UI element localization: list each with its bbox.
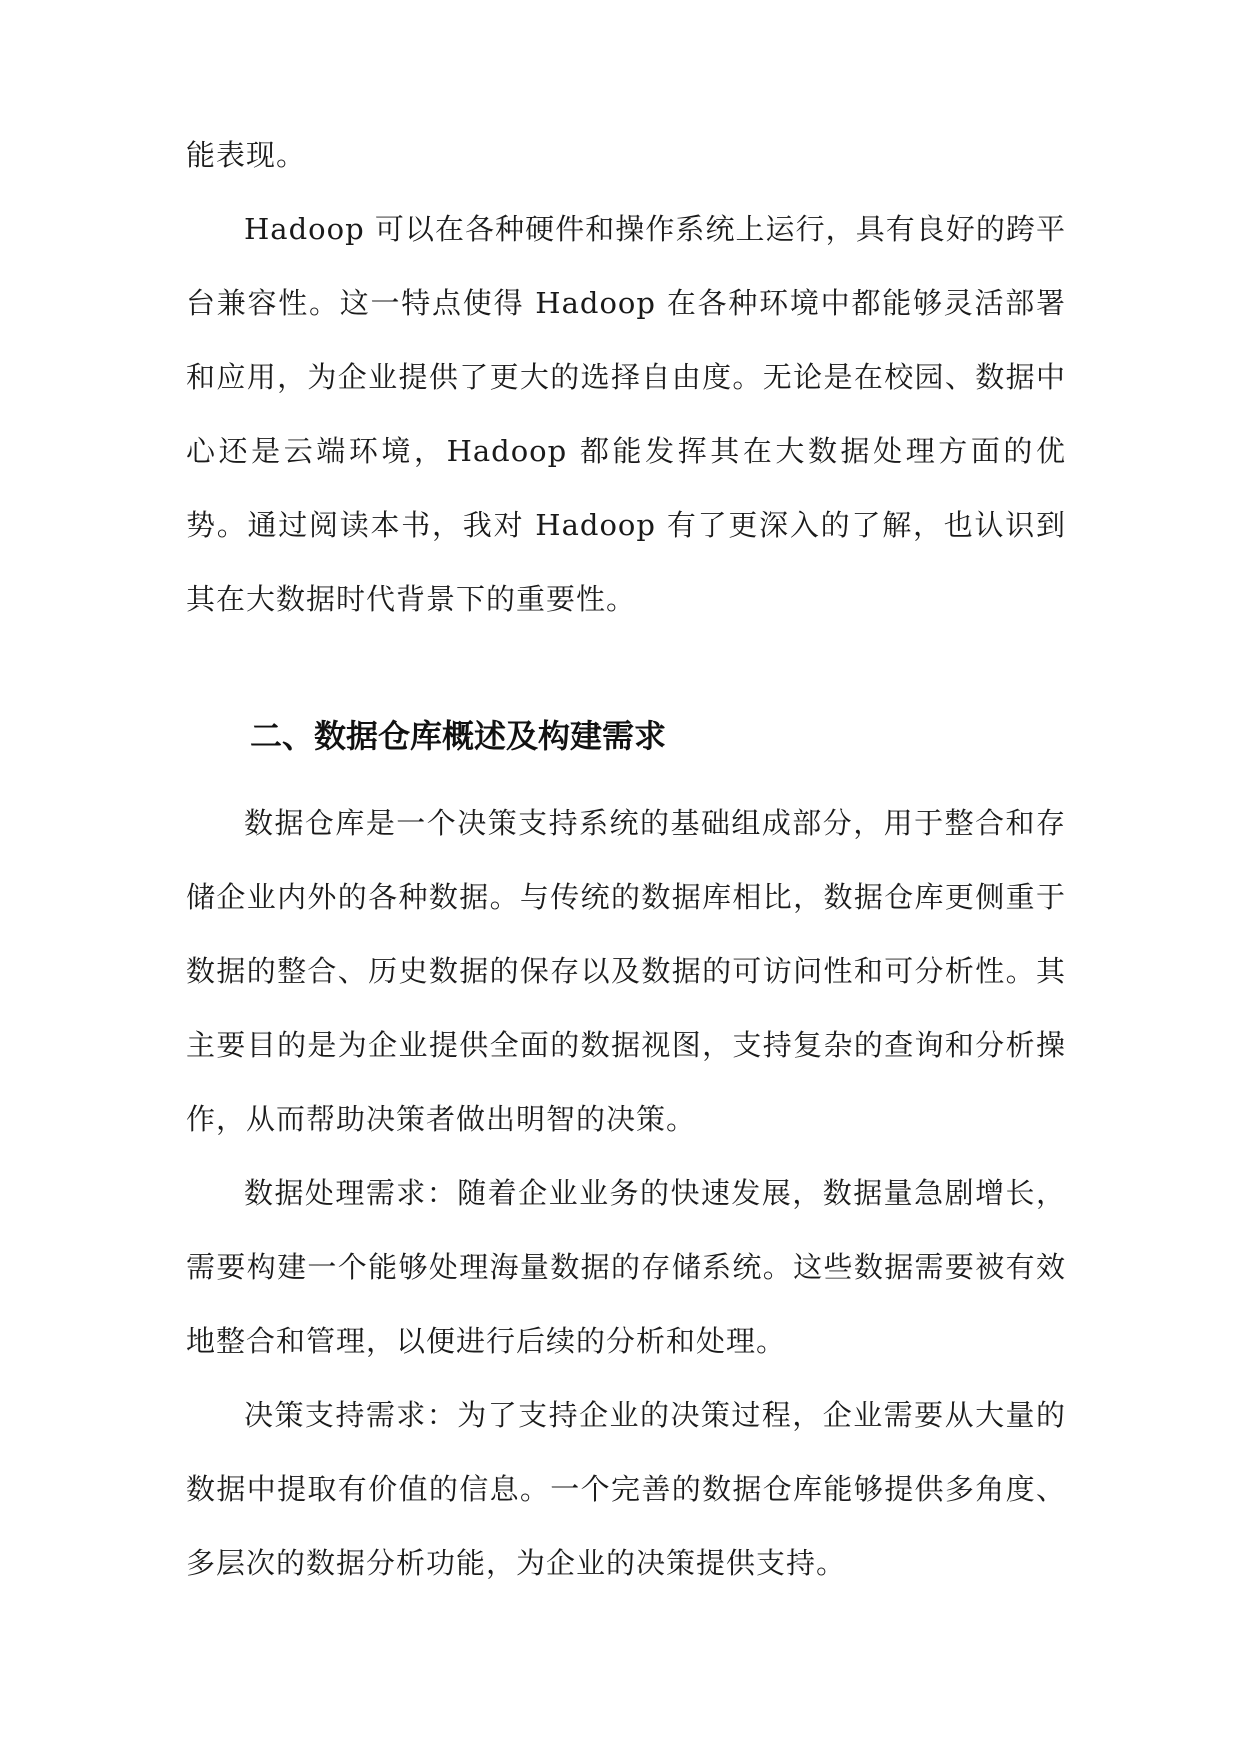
paragraph-continuation: 能表现。	[186, 138, 307, 172]
paragraph-hadoop-compatibility: Hadoop 可以在各种硬件和操作系统上运行，具有良好的跨平台兼容性。这一特点使得 Hadoop 在各种环境中都能够灵活部署和应用，为企业提供了更大的选择自由度。无论是在校园、数据中心还是云端环境，Hadoop 都能发挥其在大数据处理方面的优势。通过阅读本书，我对 Hadoop 有了更深入的了解，也认识到其在大数据时代背景下的重要性。	[186, 212, 1066, 616]
paragraph-data-processing-needs: 数据处理需求：随着企业业务的快速发展，数据量急剧增长，需要构建一个能够处理海量数据的存储系统。这些数据需要被有效地整合和管理，以便进行后续的分析和处理。	[186, 1176, 1066, 1358]
paragraph-decision-support-needs: 决策支持需求：为了支持企业的决策过程，企业需要从大量的数据中提取有价值的信息。一个完善的数据仓库能够提供多角度、多层次的数据分析功能，为企业的决策提供支持。	[186, 1398, 1066, 1580]
paragraph-data-warehouse-overview: 数据仓库是一个决策支持系统的基础组成部分，用于整合和存储企业内外的各种数据。与传统的数据库相比，数据仓库更侧重于数据的整合、历史数据的保存以及数据的可访问性和可分析性。其主要目的是为企业提供全面的数据视图，支持复杂的查询和分析操作，从而帮助决策者做出明智的决策。	[186, 806, 1066, 1136]
section-heading: 二、数据仓库概述及构建需求	[250, 717, 667, 755]
